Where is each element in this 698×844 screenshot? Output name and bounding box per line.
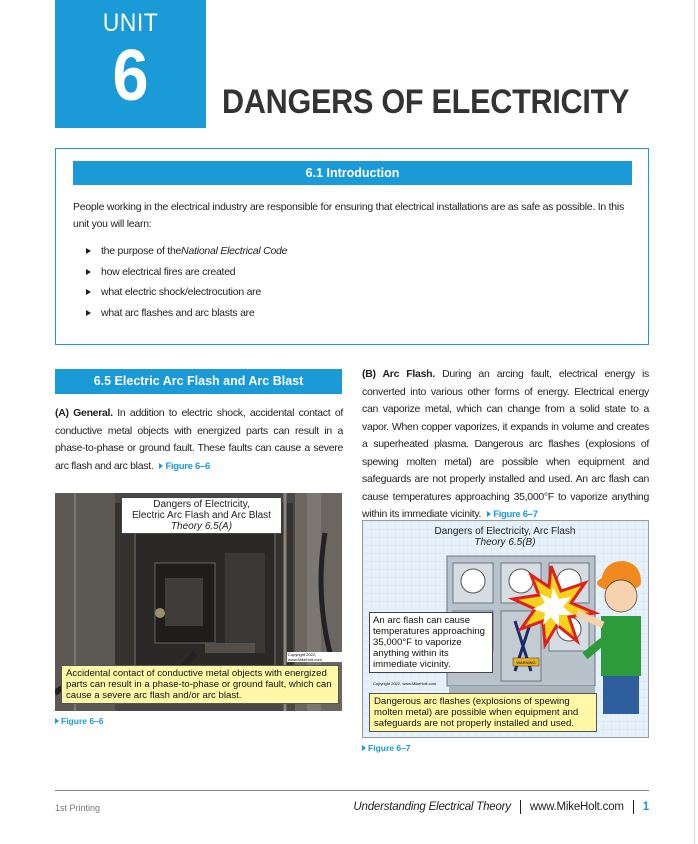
- unit-label: UNIT: [102, 9, 159, 37]
- figure-caption: Dangerous arc flashes (explosions of spewing molten metal) are possible when equipment and safeguards are not properly installed and used.: [369, 693, 597, 732]
- run-in-heading: (A) General.: [55, 407, 113, 419]
- intro-box: [55, 148, 649, 345]
- page-number: 1: [642, 801, 649, 813]
- list-item: how electrical fires are created: [86, 262, 287, 283]
- triangle-bullet-icon: [86, 289, 91, 295]
- triangle-bullet-icon: [86, 269, 91, 275]
- copyright-note: Copyright 2022, www.MikeHolt.com: [287, 652, 342, 662]
- callout-box: An arc flash can cause temperatures approaching 35,000°F to vaporize anything within its immediate vicinity.: [369, 612, 493, 673]
- printing-note: 1st Printing: [55, 803, 101, 813]
- arrow-icon: [159, 463, 163, 469]
- figure-6-7: [362, 520, 649, 738]
- intro-list: [86, 241, 287, 323]
- paragraph-general: (A) General. In addition to electric shock, accidental contact of conductive metal objects with energized parts can result in a phase-to-phase or ground fault. These faults can cause a severe arc flash and arc blast. Figure 6–6: [55, 407, 343, 472]
- figure-label: Figure 6–7: [362, 743, 411, 753]
- copyright-note: Copyright 2022, www.MikeHolt.com: [373, 681, 437, 686]
- footer-divider: [633, 800, 634, 814]
- arrow-icon: [55, 718, 59, 724]
- arrow-icon: [362, 745, 366, 751]
- list-item: what electric shock/electrocution are: [86, 282, 287, 303]
- figure-title: Dangers of Electricity, Electric Arc Flash and Arc Blast Theory 6.5(A): [121, 497, 282, 534]
- website-link[interactable]: www.MikeHolt.com: [529, 801, 624, 813]
- footer-rule: [55, 790, 649, 791]
- list-item: the purpose of the National Electrical Code: [86, 241, 287, 262]
- list-item: what arc flashes and arc blasts are: [86, 303, 287, 324]
- footer-divider: [520, 800, 521, 814]
- triangle-bullet-icon: [86, 310, 91, 316]
- run-in-heading: (B) Arc Flash.: [362, 368, 435, 380]
- figure-label: Figure 6–6: [55, 716, 104, 726]
- paragraph-arc-flash: (B) Arc Flash. During an arcing fault, electrical energy is converted into various other forms of energy. Electrical energy can vaporize metal, which can change from a solid state to a vapor. When copper vaporizes, it expands in volume and creates a superheated plasma. Dangerous arc flashes (explosions of spewing molten metal) are possible when equipment and safeguards are not properly installed and used. An arc flash can cause temperatures approaching 35,000°F to vaporize anything within its immediate vicinity. Figure 6–7: [362, 368, 650, 520]
- warning-label: WARNING: [516, 660, 536, 665]
- triangle-bullet-icon: [86, 248, 91, 254]
- intro-heading: 6.1 Introduction: [73, 161, 632, 185]
- figure-6-7-link[interactable]: Figure 6–7: [487, 509, 538, 520]
- unit-number: 6: [112, 36, 149, 116]
- figure-caption: Accidental contact of conductive metal objects with energized parts can result in a phase-to-phase or ground fault, which can cause a severe arc flash and/or arc blast.: [61, 665, 339, 704]
- section-heading: 6.5 Electric Arc Flash and Arc Blast: [55, 369, 342, 394]
- intro-text: People working in the electrical industry are responsible for ensuring that electrical installations are as safe as possible. In this unit you will learn:: [73, 201, 624, 230]
- figure-6-6-link[interactable]: Figure 6–6: [159, 461, 210, 472]
- figure-title: Dangers of Electricity, Arc Flash Theory 6.5(B): [434, 526, 576, 548]
- page-title: DANGERS OF ELECTRICITY: [222, 83, 630, 121]
- book-title: Understanding Electrical Theory: [353, 801, 511, 813]
- page-edge-rule: [694, 0, 695, 844]
- figure-6-6: [55, 493, 342, 711]
- unit-badge: [55, 0, 206, 128]
- footer-info: [353, 800, 649, 814]
- arrow-icon: [487, 511, 491, 517]
